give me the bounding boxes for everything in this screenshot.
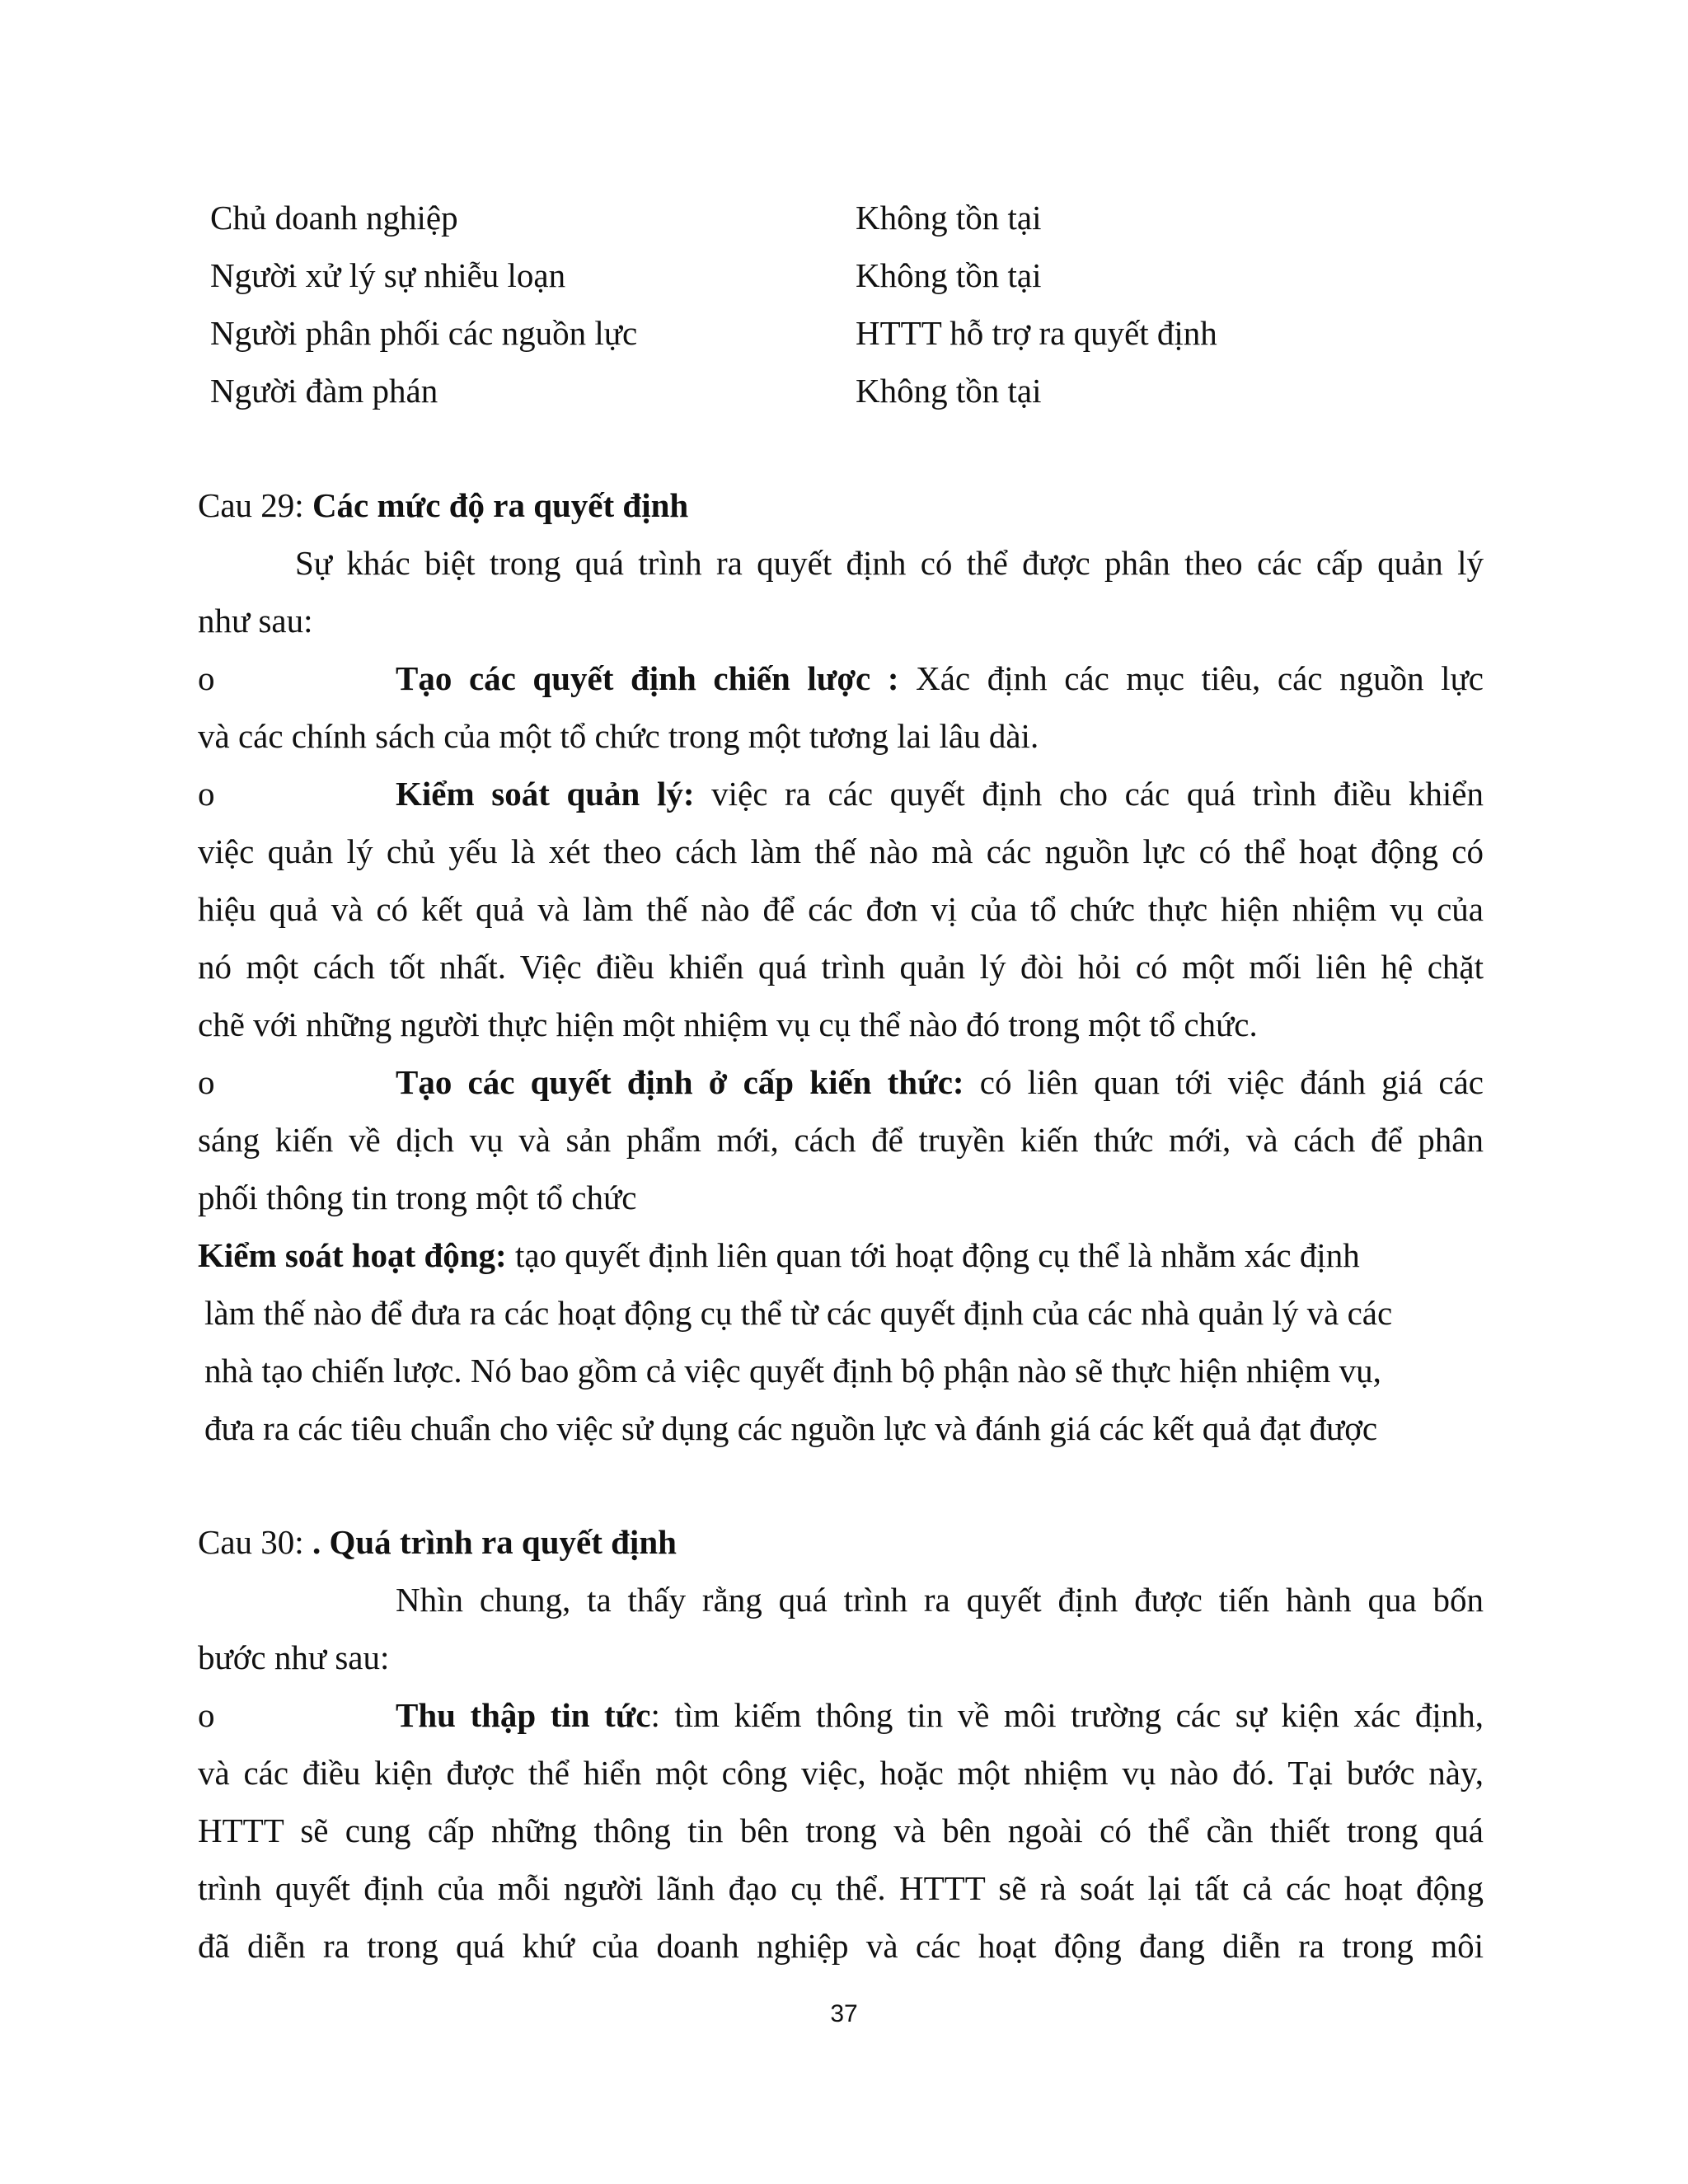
paragraph-line: hiệu quả và có kết quả và làm thế nào để các đơn vị của tổ chức thực hiện nhiệm vụ của <box>198 890 1484 928</box>
operations-title: Kiểm soát hoạt động: <box>198 1236 507 1274</box>
bullet-item <box>198 765 1484 823</box>
bullet-text: : tìm kiếm thông tin về môi trường các sự kiện xác định, <box>650 1696 1484 1734</box>
role-name: Chủ doanh nghiệp <box>210 199 458 237</box>
bullet-marker: o <box>198 659 215 697</box>
question-prefix: Cau 30: <box>198 1523 312 1561</box>
paragraph-line: HTTT sẽ cung cấp những thông tin bên trong và bên ngoài có thể cần thiết trong quá <box>198 1811 1484 1849</box>
bullet-marker: o <box>198 1696 215 1734</box>
bullet-item <box>198 649 1484 707</box>
question-30-heading <box>198 1513 1484 1571</box>
paragraph-line: nhà tạo chiến lược. Nó bao gồm cả việc quyết định bộ phận nào sẽ thực hiện nhiệm vụ, <box>204 1352 1381 1390</box>
bullet-marker: o <box>198 1063 215 1101</box>
question-title: Các mức độ ra quyết định <box>312 486 689 524</box>
bullet-title: Tạo các quyết định ở cấp kiến thức: <box>396 1063 964 1101</box>
role-row <box>210 304 1529 362</box>
bullet-title: Tạo các quyết định chiến lược <box>396 659 871 697</box>
role-support: HTTT hỗ trợ ra quyết định <box>856 314 1217 352</box>
paragraph-line: như sau: <box>198 602 313 640</box>
paragraph-line: đã diễn ra trong quá khứ của doanh nghiệp và các hoạt động đang diễn ra trong môi <box>198 1927 1484 1965</box>
paragraph-line: nó một cách tốt nhất. Việc điều khiển quá trình quản lý đòi hỏi có một mối liên hệ chặt <box>198 948 1484 986</box>
role-row <box>210 246 1529 304</box>
paragraph-line: bước như sau: <box>198 1638 390 1676</box>
bullet-text: có liên quan tới việc đánh giá các <box>964 1063 1484 1101</box>
paragraph-line: Sự khác biệt trong quá trình ra quyết định có thể được phân theo các cấp quản lý <box>295 544 1484 582</box>
role-name: Người xử lý sự nhiễu loạn <box>210 256 566 294</box>
role-support: Không tồn tại <box>856 256 1042 294</box>
role-name: Người phân phối các nguồn lực <box>210 314 638 352</box>
page-number: 37 <box>830 2000 858 2027</box>
question-29-heading <box>198 476 1484 534</box>
paragraph-line: và các chính sách của một tổ chức trong một tương lai lâu dài. <box>198 717 1039 755</box>
role-support: Không tồn tại <box>856 199 1042 237</box>
bullet-text: Xác định các mục tiêu, các nguồn lực <box>898 659 1484 697</box>
paragraph-line: sáng kiến về dịch vụ và sản phẩm mới, cách để truyền kiến thức mới, và cách để phân <box>198 1121 1484 1159</box>
bullet-text: việc ra các quyết định cho các quá trình điều khiển <box>694 775 1484 813</box>
operations-paragraph-line <box>198 1226 1484 1284</box>
question-prefix: Cau 29: <box>198 486 312 524</box>
paragraph-line: Nhìn chung, ta thấy rằng quá trình ra quyết định được tiến hành qua bốn <box>396 1581 1484 1619</box>
paragraph-line: chẽ với những người thực hiện một nhiệm vụ cụ thể nào đó trong một tổ chức. <box>198 1005 1258 1043</box>
paragraph-line: trình quyết định của mỗi người lãnh đạo cụ thể. HTTT sẽ rà soát lại tất cả các hoạt động <box>198 1869 1484 1907</box>
role-support: Không tồn tại <box>856 372 1042 410</box>
paragraph-line: việc quản lý chủ yếu là xét theo cách làm thế nào mà các nguồn lực có thể hoạt động có <box>198 832 1484 870</box>
role-name: Người đàm phán <box>210 372 438 410</box>
paragraph-line: phối thông tin trong một tổ chức <box>198 1179 637 1216</box>
bullet-item <box>198 1053 1484 1111</box>
paragraph-line: làm thế nào để đưa ra các hoạt động cụ thể từ các quyết định của các nhà quản lý và các <box>204 1294 1393 1332</box>
bullet-item <box>198 1686 1484 1744</box>
paragraph-line: và các điều kiện được thể hiển một công việc, hoặc một nhiệm vụ nào đó. Tại bước này, <box>198 1754 1484 1792</box>
bullet-colon: : <box>870 659 899 697</box>
operations-text: tạo quyết định liên quan tới hoạt động cụ thể là nhằm xác định <box>506 1236 1360 1274</box>
role-table <box>210 189 1529 419</box>
role-row <box>210 362 1529 419</box>
bullet-title: Kiểm soát quản lý: <box>396 775 695 813</box>
bullet-marker: o <box>198 775 215 813</box>
role-row <box>210 189 1529 246</box>
question-30-section <box>198 1513 1484 1975</box>
paragraph-line: đưa ra các tiêu chuẩn cho việc sử dụng các nguồn lực và đánh giá các kết quả đạt được <box>204 1409 1378 1447</box>
bullet-title: Thu thập tin tức <box>396 1696 651 1734</box>
question-title: . Quá trình ra quyết định <box>312 1523 677 1561</box>
question-29-section <box>198 476 1484 1457</box>
